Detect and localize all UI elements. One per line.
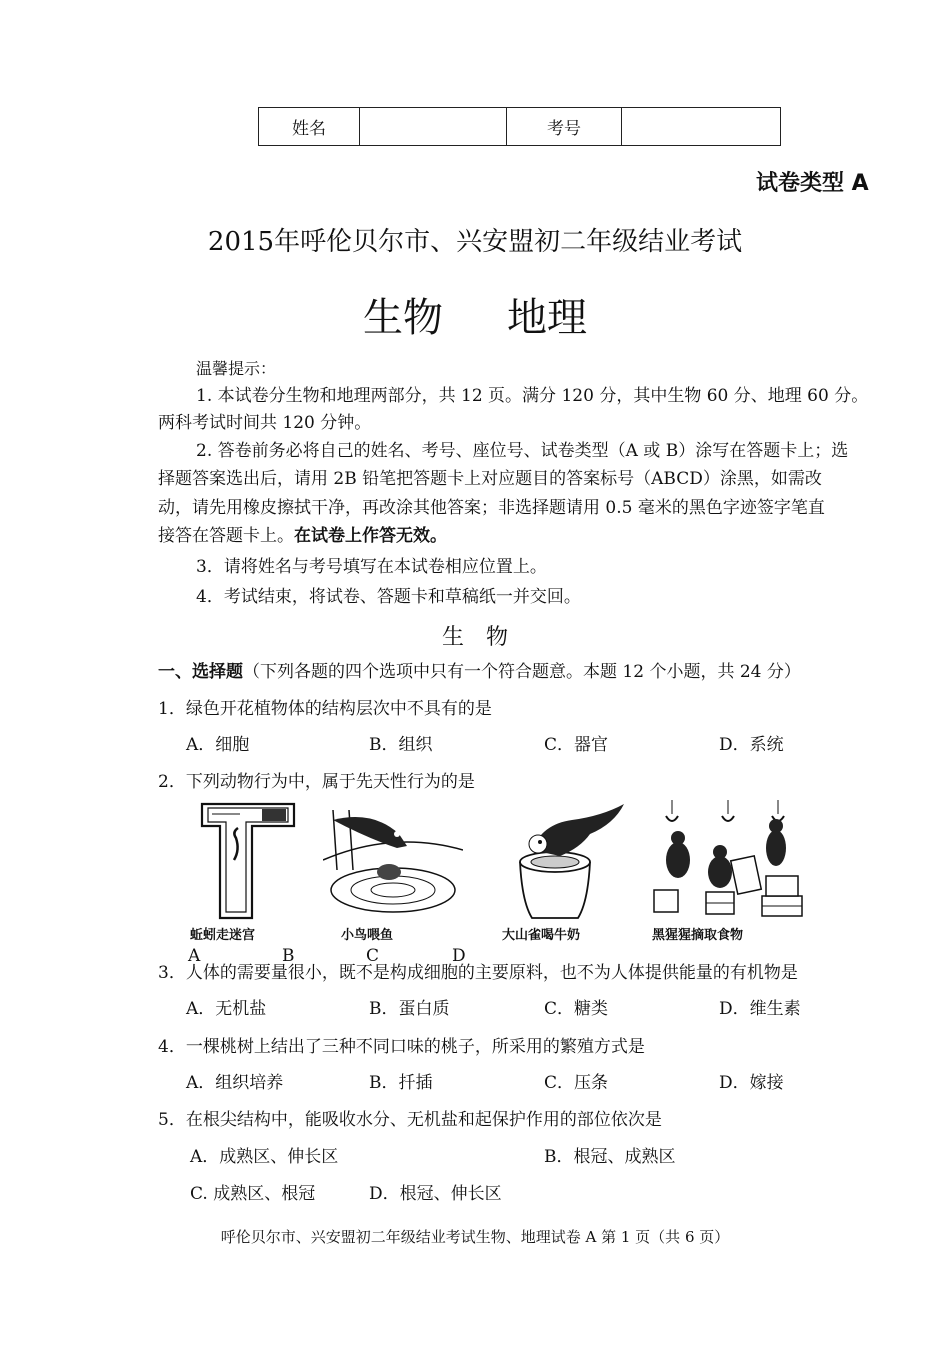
figure-caption-a: 蚯蚓走迷宫: [190, 928, 256, 943]
q3-option-d: D．维生素: [719, 999, 801, 1019]
q4-option-c: C．压条: [544, 1073, 609, 1093]
figure-caption-c: 大山雀喝牛奶: [502, 928, 581, 943]
q5-option-c: C. 成熟区、根冠: [190, 1184, 316, 1204]
bird-feeding-fish-illustration: [323, 800, 463, 922]
subject-geography: 地理: [507, 295, 587, 341]
notice-bold-warning: 在试卷上作答无效。: [294, 526, 447, 546]
paper-type: 试卷类型 A: [756, 171, 869, 196]
figure-bird-feeding-fish: [323, 800, 463, 945]
name-field[interactable]: [360, 108, 507, 146]
question-5-stem: 5．在根尖结构中，能吸收水分、无机盐和起保护作用的部位依次是: [158, 1110, 662, 1130]
q1-option-c: C．器官: [544, 735, 609, 755]
q3-option-c: C．糖类: [544, 999, 609, 1019]
figure-letter-d: D: [452, 946, 466, 966]
notice-heading: 温馨提示：: [196, 359, 277, 378]
q3-option-a: A．无机盐: [186, 999, 267, 1019]
figure-caption-b: 小鸟喂鱼: [341, 928, 394, 943]
notice-line-8: 4．考试结束，将试卷、答题卡和草稿纸一并交回。: [196, 587, 581, 607]
chimps-getting-food-illustration: [648, 800, 808, 922]
part-heading: [158, 661, 801, 683]
figure-tit-drinking-milk: [502, 800, 642, 945]
q5-option-d: D．根冠、伸长区: [369, 1184, 502, 1204]
notice-line-2: 两科考试时间共 120 分钟。: [158, 413, 372, 433]
question-3-stem: 3．人体的需要量很小，既不是构成细胞的主要原料，也不为人体提供能量的有机物是: [158, 963, 798, 983]
notice-line-3: 2. 答卷前务必将自己的姓名、考号、座位号、试卷类型（A 或 B）涂写在答题卡上；选: [196, 441, 849, 461]
subject-title: [0, 286, 950, 343]
figure-caption-d: 黑猩猩摘取食物: [652, 928, 744, 943]
notice-line-5: 动，请先用橡皮擦拭干净，再改涂其他答案；非选择题请用 0.5 毫米的黑色字迹签字笔直: [158, 498, 825, 518]
name-id-table: [258, 107, 781, 146]
q5-option-a: A．成熟区、伸长区: [190, 1147, 339, 1167]
q4-option-a: A．组织培养: [186, 1073, 284, 1093]
id-label: 考号: [507, 108, 622, 146]
q3-option-b: B．蛋白质: [369, 999, 450, 1019]
q1-option-a: A．细胞: [186, 735, 250, 755]
part-desc: （下列各题的四个选项中只有一个符合题意。本题 12 个小题，共 24 分）: [243, 662, 801, 682]
notice-line-1: 1. 本试卷分生物和地理两部分，共 12 页。满分 120 分，其中生物 60 分、地理 60 分。: [196, 386, 869, 406]
question-2-stem: 2．下列动物行为中，属于先天性行为的是: [158, 772, 475, 792]
figure-letter-b: B: [282, 946, 295, 966]
page-footer: 呼伦贝尔市、兴安盟初二年级结业考试生物、地理试卷 A 第 1 页（共 6 页）: [220, 1228, 730, 1246]
q4-option-b: B．扦插: [369, 1073, 433, 1093]
figure-letter-c: C: [366, 946, 380, 966]
figure-chimps-getting-food: [648, 800, 808, 945]
name-label: 姓名: [259, 108, 360, 146]
part-label: 一、选择题: [158, 662, 243, 682]
q1-option-b: B．组织: [369, 735, 433, 755]
question-1-stem: 1．绿色开花植物体的结构层次中不具有的是: [158, 699, 492, 719]
tit-drinking-milk-illustration: [502, 800, 632, 922]
notice-line-7: 3．请将姓名与考号填写在本试卷相应位置上。: [196, 557, 547, 577]
earthworm-maze-illustration: [190, 800, 300, 922]
q5-option-b: B．根冠、成熟区: [544, 1147, 676, 1167]
notice-line-6-text: 接答在答题卡上。: [158, 526, 294, 546]
notice-line-4: 择题答案选出后，请用 2B 铅笔把答题卡上对应题目的答案标号（ABCD）涂黑，如需改: [158, 469, 822, 489]
exam-title: 2015年呼伦贝尔市、兴安盟初二年级结业考试: [207, 227, 743, 257]
q4-option-d: D．嫁接: [719, 1073, 784, 1093]
question-4-stem: 4．一棵桃树上结出了三种不同口味的桃子，所采用的繁殖方式是: [158, 1037, 645, 1057]
q1-option-d: D．系统: [719, 735, 784, 755]
figure-letter-a: A: [188, 946, 201, 966]
notice-line-6: [158, 525, 447, 547]
q2-figures: [190, 800, 810, 945]
id-field[interactable]: [622, 108, 781, 146]
subject-biology: 生物: [363, 295, 443, 341]
section-title: 生 物: [441, 625, 508, 650]
figure-earthworm-maze: [190, 800, 330, 945]
